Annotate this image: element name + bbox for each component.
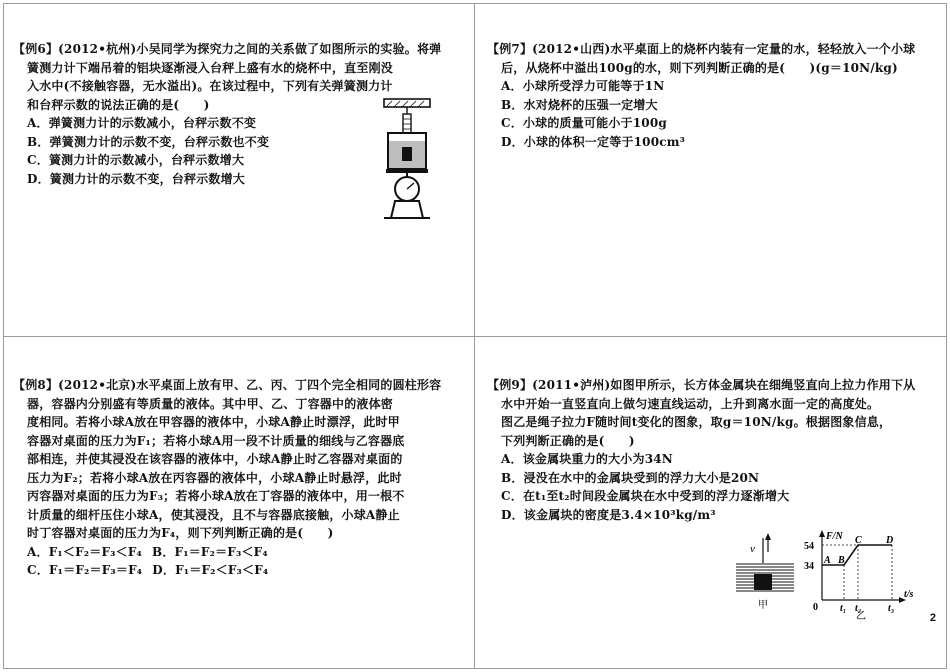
q6-option-b: B．弹簧测力计的示数不变，台秤示数也不变 <box>27 134 270 149</box>
velocity-label: v <box>750 543 755 555</box>
q8-line: 度相同。若将小球A放在甲容器的液体中，小球A静止时漂浮，此时甲 <box>27 415 400 429</box>
spring-scale-figure <box>378 97 438 221</box>
q6-option-d: D．簧测力计的示数不变，台秤示数增大 <box>27 171 246 186</box>
q7-option-c: C．小球的质量可能小于100g <box>501 116 667 130</box>
q9-option-a: A．该金属块重力的大小为34N <box>501 452 673 466</box>
q8-options-row <box>13 543 441 562</box>
q8-option-b: B．F₁＝F₂＝F₃＜F₄ <box>152 544 268 559</box>
question-8 <box>13 376 441 580</box>
page-number: 2 <box>929 612 936 624</box>
point-a: A <box>824 555 831 566</box>
y-tick-34: 34 <box>804 561 814 572</box>
q7-line: 【例7】(2012•山西)水平桌面上的烧杯内装有一定量的水，轻轻放入一个小球 <box>487 42 916 56</box>
q8-line: 压力为F₂；若将小球A放在丙容器的液体中，小球A静止时悬浮，此时 <box>27 470 402 485</box>
y-tick-54: 54 <box>804 541 814 552</box>
q8-options-row <box>13 561 441 580</box>
q8-option-d: D．F₁＝F₂＜F₃＜F₄ <box>152 563 269 577</box>
q6-option-c: C．簧测力计的示数减小，台秤示数增大 <box>27 153 245 167</box>
q6-line: 入水中(不接触容器，无水溢出)。在该过程中，下列有关弹簧测力计 <box>27 79 393 93</box>
q8-line: 时丁容器对桌面的压力为F₄，则下列判断正确的是( ) <box>27 526 334 540</box>
metal-block <box>754 574 772 590</box>
q6-line: 【例6】(2012•杭州)小吴同学为探究力之间的关系做了如图所示的实验。将弹 <box>13 42 442 56</box>
origin-label: 0 <box>813 602 818 613</box>
q7-option-a: A．小球所受浮力可能等于1N <box>501 79 665 93</box>
q8-line: 【例8】(2012•北京)水平桌面上放有甲、乙、丙、丁四个完全相同的圆柱形容 <box>13 378 442 392</box>
question-7 <box>487 40 915 151</box>
q8-line: 丙容器对桌面的压力为F₃；若将小球A放在丁容器的液体中，用一根不 <box>27 489 405 503</box>
x-tick-t3: t₃ <box>888 603 895 614</box>
question-9 <box>487 376 915 524</box>
q9-line: 【例9】(2011•泸州)如图甲所示，长方体金属块在细绳竖直向上拉力作用下从 <box>487 378 916 392</box>
q9-line: 水中开始一直竖直向上做匀速直线运动，上升到离水面一定的高度处。 <box>501 396 880 411</box>
q8-line: 计质量的细杆压住小球A，使其浸没，且不与容器底接触，小球A静止 <box>27 507 400 522</box>
q7-option-d: D．小球的体积一定等于100cm³ <box>501 134 686 149</box>
q8-line: 部相连，并使其浸没在该容器的液体中，小球A静止时乙容器对桌面的 <box>27 452 403 466</box>
q8-option-a: A．F₁＜F₂＝F₃＜F₄ <box>27 544 143 559</box>
q7-line: 后，从烧杯中溢出100g的水，则下列判断正确的是( )(g＝10N/kg) <box>501 60 898 75</box>
figure-jia-label: 甲 <box>758 600 768 611</box>
q9-option-c: C．在t₁至t₂时间段金属块在水中受到的浮力逐渐增大 <box>501 489 790 503</box>
q7-option-b: B．水对烧杯的压强一定增大 <box>501 97 658 112</box>
q8-line: 器，容器内分别盛有等质量的液体。其中甲、乙、丁容器中的液体密 <box>27 396 394 411</box>
q6-line: 和台秤示数的说法正确的是( ) <box>27 97 210 112</box>
figure-jia <box>732 530 798 612</box>
x-tick-t2: t₂ <box>855 603 862 614</box>
force-curve <box>822 545 892 565</box>
q9-option-b: B．浸没在水中的金属块受到的浮力大小是20N <box>501 470 760 485</box>
q6-line: 簧测力计下端吊着的铝块逐渐浸入台秤上盛有水的烧杯中，直至刚没 <box>27 60 394 75</box>
y-axis-label: F/N <box>826 531 843 542</box>
horizontal-divider <box>3 336 946 337</box>
figure-yi-label: 乙 <box>856 611 866 620</box>
point-b: B <box>838 555 845 566</box>
point-c: C <box>855 535 862 546</box>
q8-option-c: C．F₁＝F₂＝F₃＝F₄ <box>27 563 143 577</box>
q9-line: 下列判断正确的是( ) <box>501 433 635 448</box>
q6-option-a: A．弹簧测力计的示数减小，台秤示数不变 <box>27 116 257 130</box>
point-d: D <box>886 535 894 546</box>
q8-line: 容器对桌面的压力为F₁；若将小球A用一段不计质量的细线与乙容器底 <box>27 433 405 448</box>
q9-line: 图乙是绳子拉力F随时间t变化的图象，取g＝10N/kg。根据图象信息， <box>501 415 892 429</box>
x-tick-t1: t₁ <box>840 603 847 614</box>
figure-yi-graph <box>800 528 920 620</box>
q9-option-d: D．该金属块的密度是3.4×10³kg/m³ <box>501 507 716 522</box>
x-axis-label: t/s <box>904 589 914 600</box>
